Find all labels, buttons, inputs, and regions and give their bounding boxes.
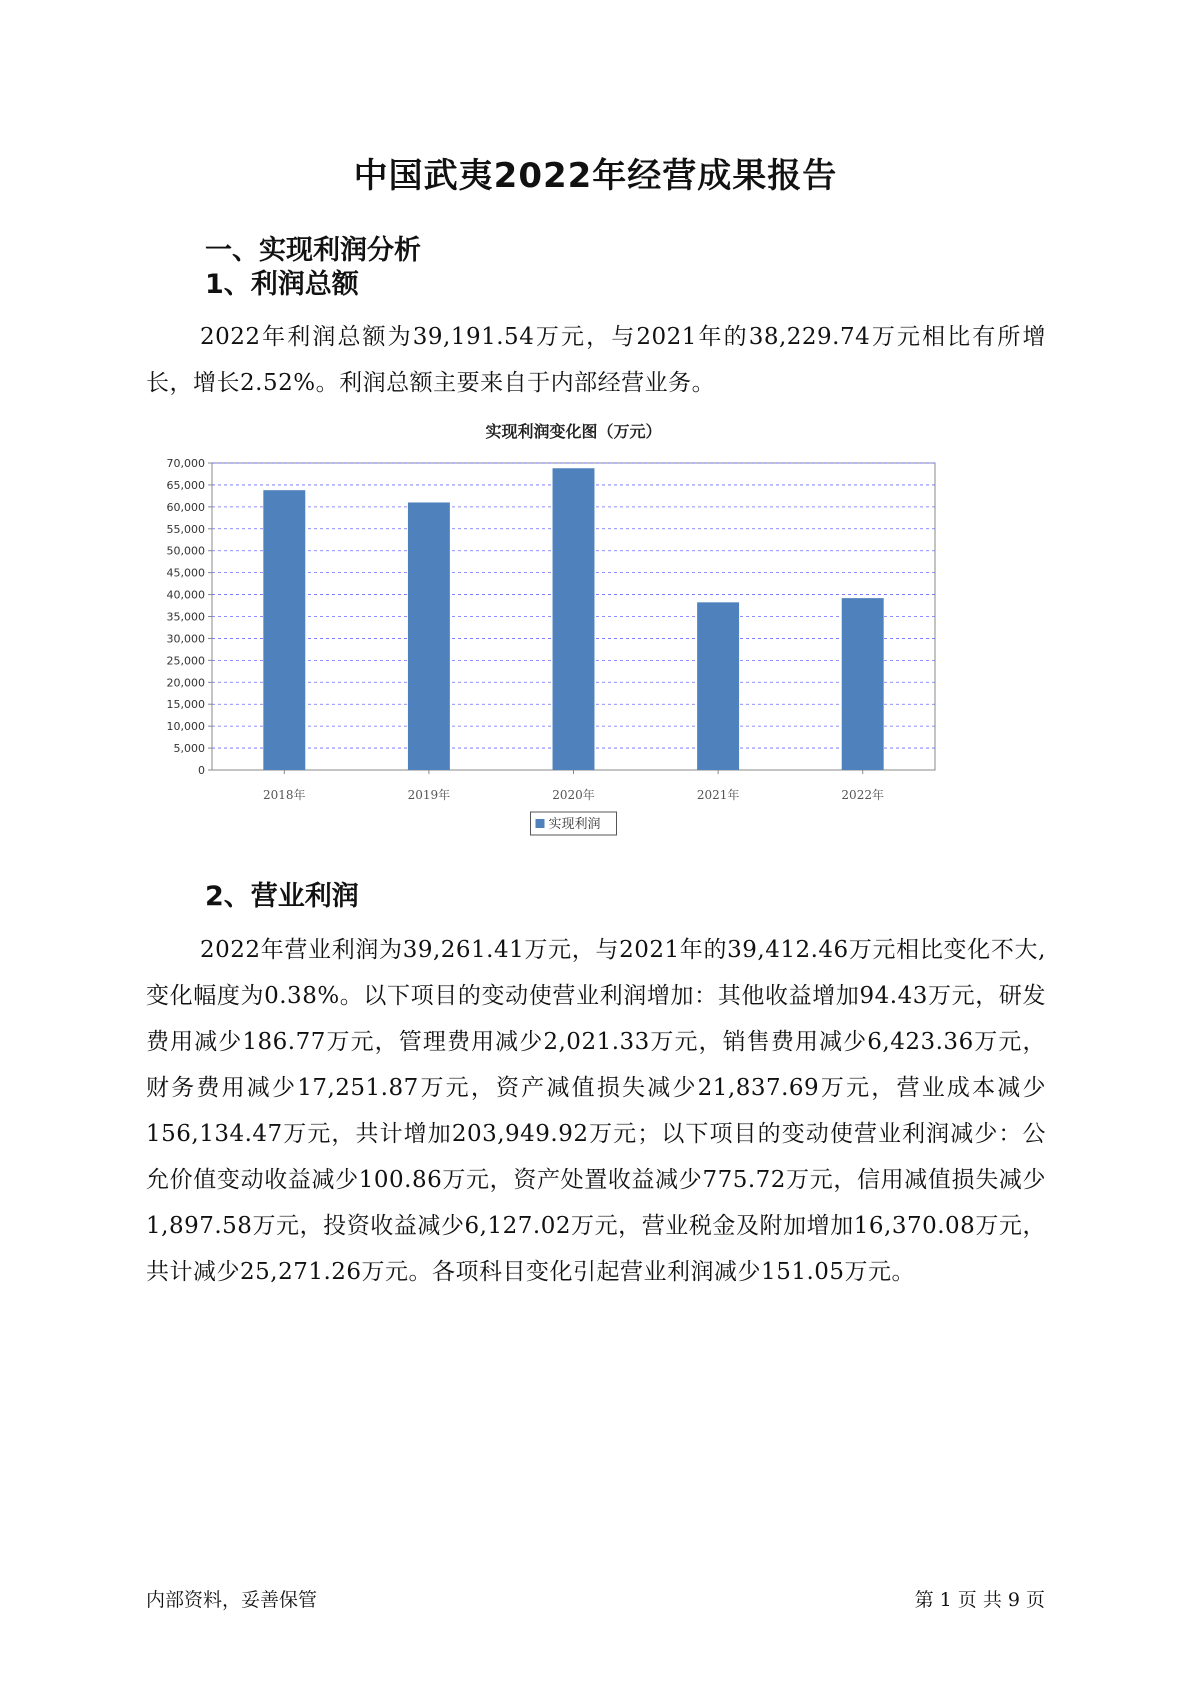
x-tick-label: 2021年 — [696, 788, 740, 802]
y-tick-label: 40,000 — [166, 588, 205, 602]
x-tick-label: 2019年 — [407, 788, 451, 802]
bar-2019年 — [408, 502, 450, 770]
y-tick-label: 35,000 — [166, 610, 205, 624]
y-tick-label: 60,000 — [166, 500, 205, 514]
profit-chart — [150, 422, 1020, 905]
y-tick-label: 50,000 — [166, 544, 205, 558]
y-tick-label: 45,000 — [166, 566, 205, 580]
bar-2018年 — [263, 490, 305, 770]
y-tick-label: 70,000 — [166, 457, 205, 470]
profit-bar-chart — [150, 422, 1020, 905]
legend-swatch — [536, 819, 545, 828]
subsection-heading-operating-profit: 2、营业利润 — [205, 881, 359, 912]
y-tick-label: 25,000 — [166, 654, 205, 668]
bar-2022年 — [842, 598, 884, 770]
subsection-heading-total-profit: 1、利润总额 — [205, 269, 359, 300]
bar-2020年 — [553, 468, 595, 770]
y-tick-label: 0 — [198, 764, 205, 777]
section-heading: 一、实现利润分析 — [205, 235, 421, 266]
x-tick-label: 2020年 — [552, 788, 595, 802]
y-tick-label: 55,000 — [166, 522, 205, 536]
y-tick-label: 30,000 — [166, 632, 205, 646]
y-tick-label: 10,000 — [166, 720, 205, 734]
x-tick-label: 2022年 — [841, 788, 884, 802]
legend-label: 实现利润 — [548, 817, 601, 832]
y-tick-label: 5,000 — [173, 742, 205, 756]
paragraph-operating-profit: 2022年营业利润为39,261.41万元，与2021年的39,412.46万元相比变化不大,变化幅度为0.38%。以下项目的变动使营业利润增加：其他收益增加94.43万元，研发费用减少186.77万元，管理费用减少2,021.33万元，销售费用减少6,423.36万元，财务费用减少17,251.87万元，资产减值损失减少21,837.69万元，营业成本减少156,134.47万元，共计增加203,949.92万元；以下项目的变动使营业利润减少：公允价值变动收益减少100.86万元，资产处置收益减少775.72万元，信用减值损失减少1,897.58万元，投资收益减少6,127.02万元，营业税金及附加增加16,370.08万元，共计减少25,271.26万元。各项科目变化引起营业利润减少151.05万元。 — [146, 937, 1046, 1285]
page-title: 中国武夷2022年经营成果报告 — [353, 156, 838, 196]
y-tick-label: 65,000 — [166, 478, 205, 492]
paragraph-total-profit: 2022年利润总额为39,191.54万元，与2021年的38,229.74万元相比有所增长，增长2.52%。利润总额主要来自于内部经营业务。 — [146, 324, 1046, 396]
y-tick-label: 15,000 — [166, 698, 205, 712]
bar-2021年 — [697, 602, 739, 770]
footer-confidential-note: 内部资料，妥善保管 — [146, 1589, 318, 1611]
footer-page-number: 第 1 页 共 9 页 — [914, 1589, 1045, 1611]
y-tick-label: 20,000 — [166, 676, 205, 690]
x-tick-label: 2018年 — [263, 788, 306, 802]
chart-title: 实现利润变化图（万元） — [485, 422, 662, 441]
